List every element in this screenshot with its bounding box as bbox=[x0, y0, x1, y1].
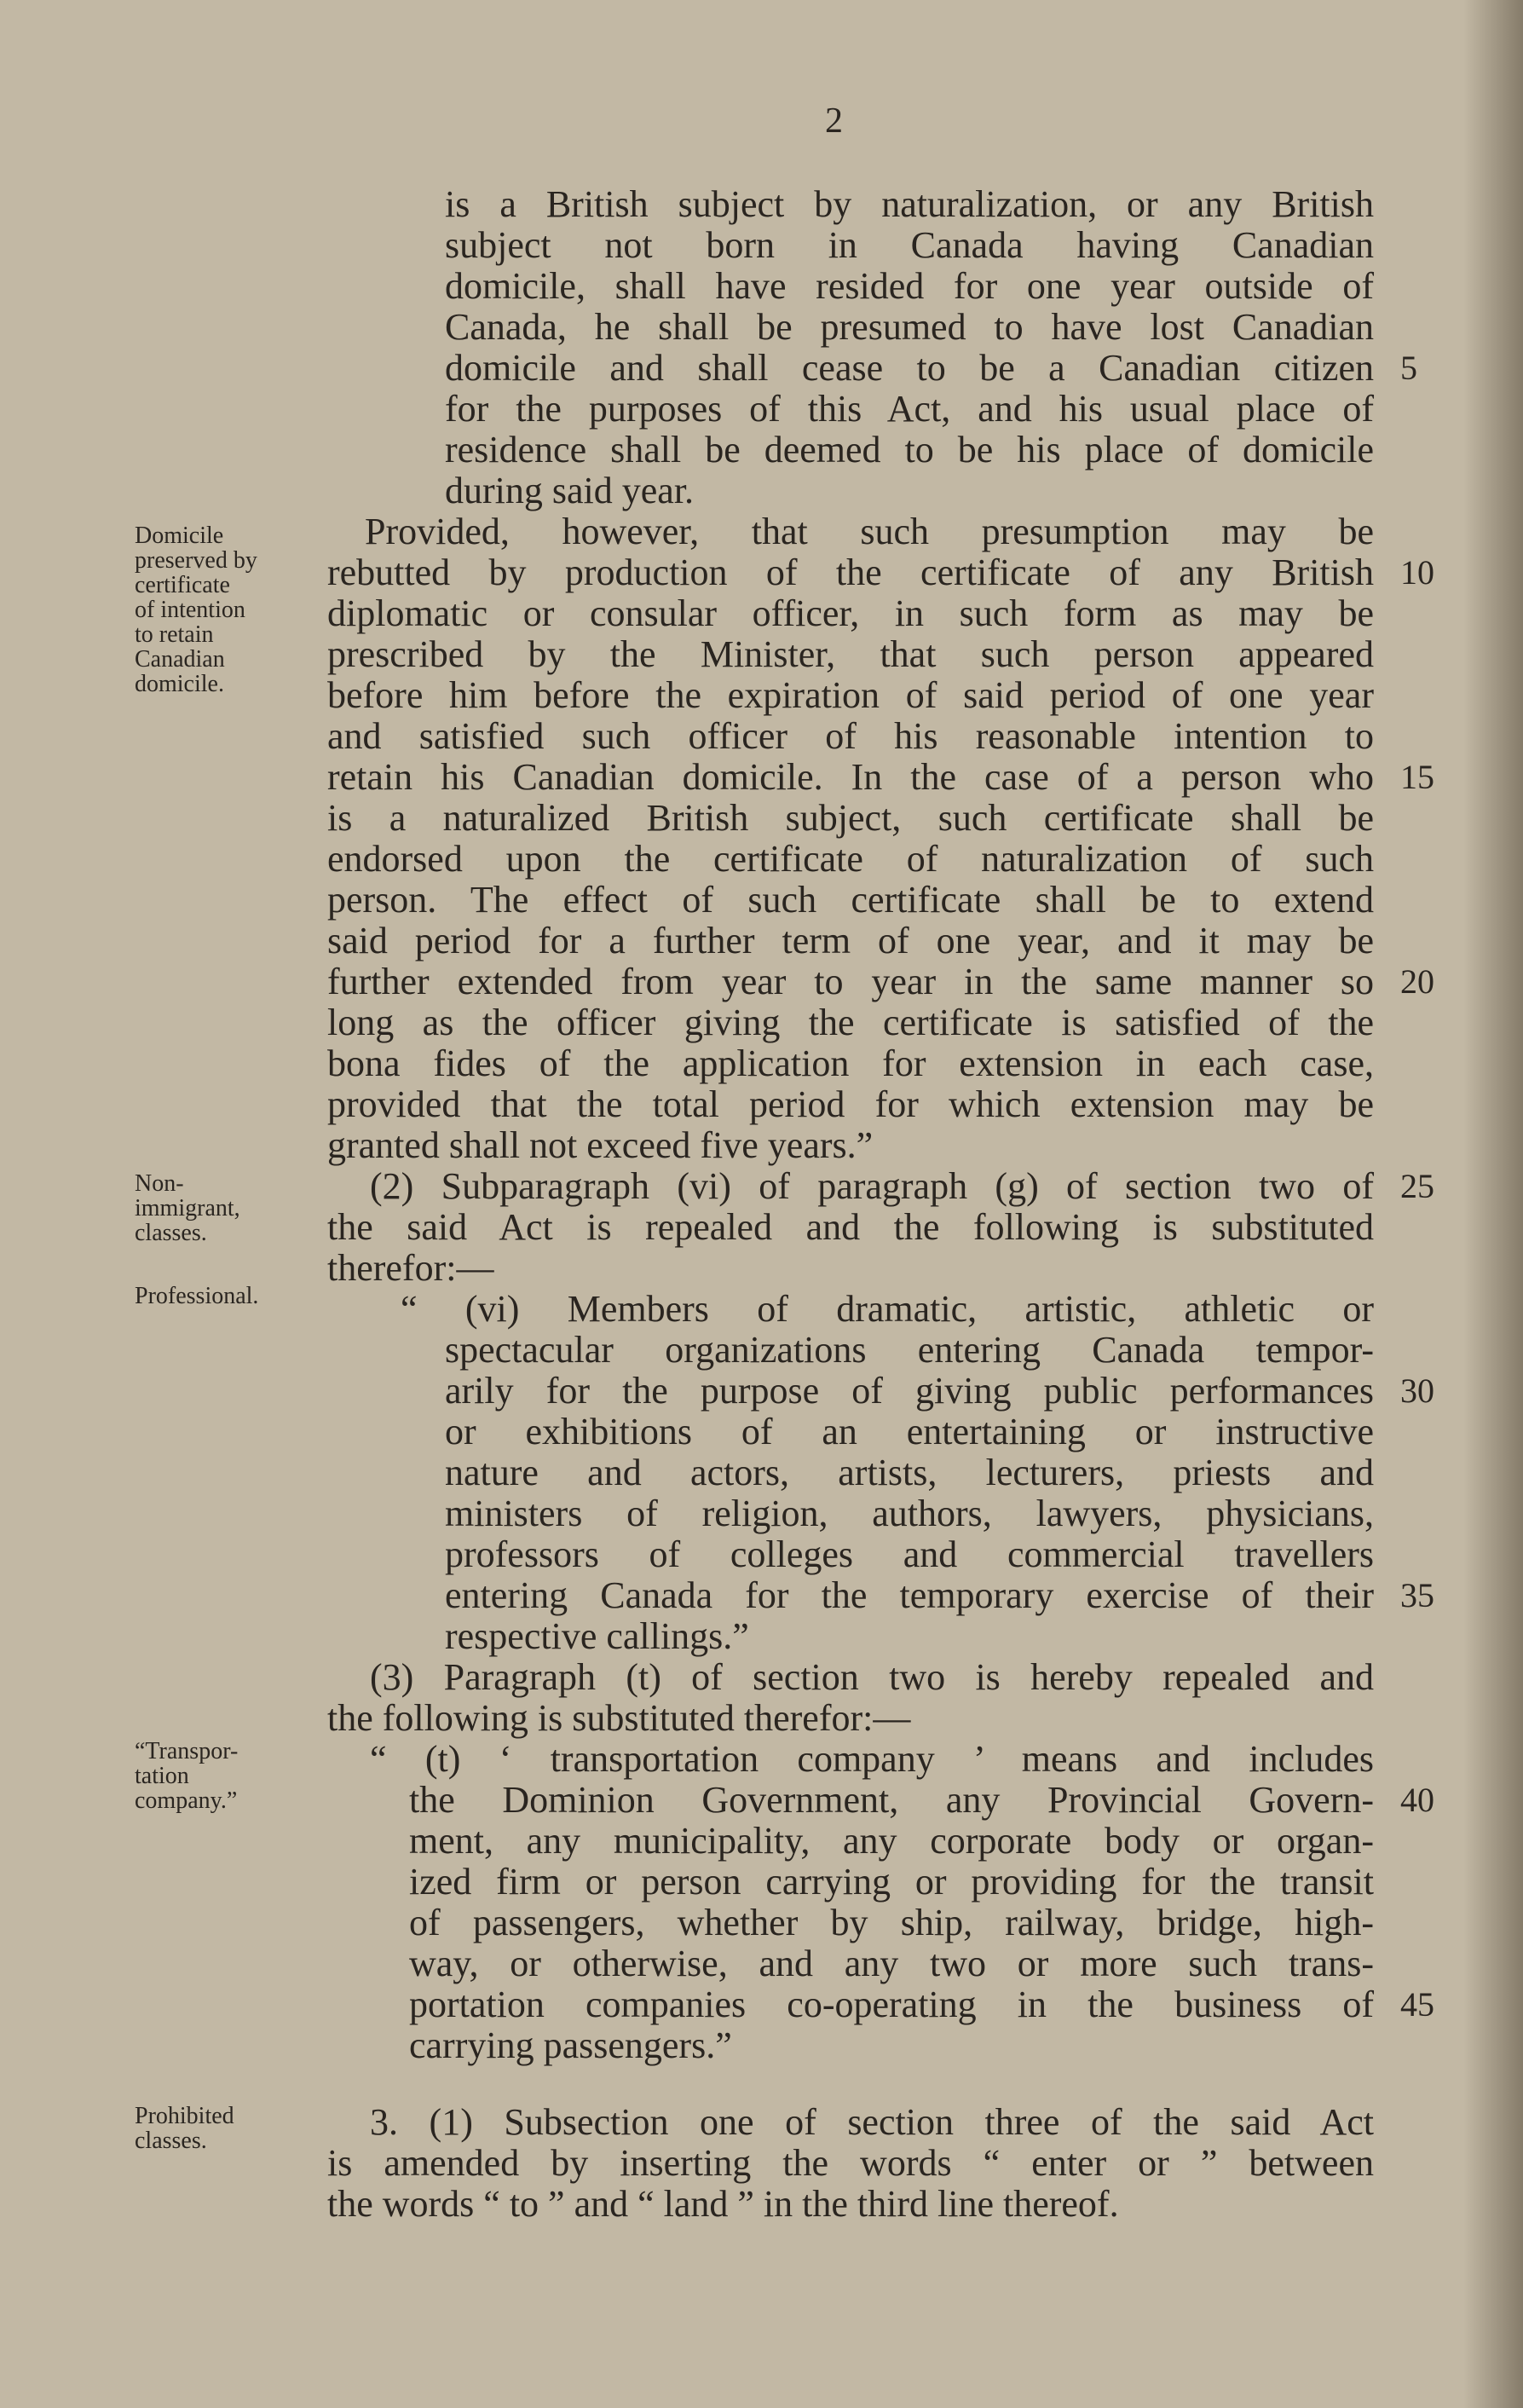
body-line: diplomatic or consular officer, in such form as may be bbox=[327, 592, 1374, 634]
margin-note-line: tation bbox=[135, 1763, 189, 1789]
body-line: ministers of religion, authors, lawyers, physicians, bbox=[445, 1493, 1374, 1534]
page-number: 2 bbox=[825, 101, 843, 141]
body-line: (3) Paragraph (t) of section two is hereby repealed and bbox=[370, 1656, 1374, 1698]
body-line: the said Act is repealed and the following is substituted bbox=[327, 1206, 1374, 1248]
margin-note-professional bbox=[135, 1284, 258, 1308]
body-line: the following is substituted therefor:— bbox=[327, 1697, 911, 1739]
body-line: domicile and shall cease to be a Canadian citizen bbox=[445, 347, 1374, 389]
body-line: spectacular organizations entering Canada tempor- bbox=[445, 1329, 1374, 1371]
margin-note-line: to retain bbox=[135, 621, 214, 648]
body-line: “ (vi) Members of dramatic, artistic, athletic or bbox=[401, 1288, 1374, 1330]
body-line: or exhibitions of an entertaining or instructive bbox=[445, 1411, 1374, 1452]
body-line: during said year. bbox=[445, 470, 695, 511]
body-line: for the purposes of this Act, and his usual place of bbox=[445, 388, 1374, 430]
page-edge-shadow bbox=[1463, 0, 1523, 2408]
body-line: ized firm or person carrying or providing for the transit bbox=[409, 1861, 1374, 1903]
margin-note-line: company.” bbox=[135, 1787, 238, 1814]
body-line: is a British subject by naturalization, or any British bbox=[445, 183, 1374, 225]
line-number: 45 bbox=[1400, 1985, 1434, 2024]
line-number: 30 bbox=[1400, 1371, 1434, 1410]
line-number: 5 bbox=[1400, 349, 1417, 387]
margin-note-domicile bbox=[135, 523, 257, 696]
body-line: and satisfied such officer of his reasonable intention to bbox=[327, 715, 1374, 757]
margin-note-line: Non- bbox=[135, 1170, 184, 1197]
body-line: before him before the expiration of said period of one year bbox=[327, 674, 1374, 716]
body-line: way, or otherwise, and any two or more such trans- bbox=[409, 1943, 1374, 1984]
body-line: Canada, he shall be presumed to have lost Canadian bbox=[445, 306, 1374, 348]
margin-note-line: domicile. bbox=[135, 671, 224, 697]
body-line: arily for the purpose of giving public performances bbox=[445, 1370, 1374, 1412]
margin-note-line: classes. bbox=[135, 2128, 207, 2154]
margin-note-non-immigrant bbox=[135, 1171, 240, 1245]
line-number: 15 bbox=[1400, 758, 1434, 796]
body-line: is amended by inserting the words “ enter or ” between bbox=[327, 2142, 1374, 2184]
body-line: professors of colleges and commercial travellers bbox=[445, 1533, 1374, 1575]
line-number: 35 bbox=[1400, 1576, 1434, 1614]
body-line: nature and actors, artists, lecturers, priests and bbox=[445, 1452, 1374, 1493]
margin-note-line: certificate bbox=[135, 572, 230, 598]
body-line: Provided, however, that such presumption may be bbox=[365, 511, 1374, 552]
margin-note-line: Canadian bbox=[135, 646, 225, 673]
margin-note-line: preserved by bbox=[135, 547, 257, 574]
line-number: 20 bbox=[1400, 962, 1434, 1001]
body-line: portation companies co-operating in the business of bbox=[409, 1984, 1374, 2025]
body-line: 3. (1) Subsection one of section three of the said Act bbox=[370, 2101, 1374, 2143]
body-line: the Dominion Government, any Provincial Govern- bbox=[409, 1779, 1374, 1821]
margin-note-line: Professional. bbox=[135, 1283, 259, 1309]
body-line: “ (t) ‘ transportation company ’ means and includes bbox=[370, 1738, 1374, 1780]
body-line: provided that the total period for which extension may be bbox=[327, 1083, 1374, 1125]
line-number: 25 bbox=[1400, 1167, 1434, 1205]
body-line: subject not born in Canada having Canadian bbox=[445, 224, 1374, 266]
body-line: person. The effect of such certificate shall be to extend bbox=[327, 879, 1374, 921]
margin-note-prohibited bbox=[135, 2104, 234, 2153]
body-line: respective callings.” bbox=[445, 1615, 749, 1657]
body-line: carrying passengers.” bbox=[409, 2024, 732, 2066]
line-number: 10 bbox=[1400, 553, 1434, 592]
body-line: prescribed by the Minister, that such person appeared bbox=[327, 633, 1374, 675]
body-line: further extended from year to year in the same manner so bbox=[327, 961, 1374, 1002]
body-line: ment, any municipality, any corporate body or organ- bbox=[409, 1820, 1374, 1862]
body-line: said period for a further term of one year, and it may be bbox=[327, 920, 1374, 961]
body-line: therefor:— bbox=[327, 1247, 494, 1289]
body-line: (2) Subparagraph (vi) of paragraph (g) of section two of bbox=[370, 1165, 1374, 1207]
body-line: retain his Canadian domicile. In the case of a person who bbox=[327, 756, 1374, 798]
margin-note-line: immigrant, bbox=[135, 1195, 240, 1221]
margin-note-line: of intention bbox=[135, 597, 245, 623]
margin-note-line: “Transpor- bbox=[135, 1738, 239, 1764]
body-line: of passengers, whether by ship, railway, bridge, high- bbox=[409, 1902, 1374, 1943]
body-line: entering Canada for the temporary exercise of their bbox=[445, 1574, 1374, 1616]
margin-note-line: Prohibited bbox=[135, 2103, 234, 2129]
body-line: domicile, shall have resided for one year outside of bbox=[445, 265, 1374, 307]
body-line: granted shall not exceed five years.” bbox=[327, 1124, 874, 1166]
body-line: long as the officer giving the certificate is satisfied of the bbox=[327, 1002, 1374, 1043]
body-line: the words “ to ” and “ land ” in the third line thereof. bbox=[327, 2183, 1119, 2225]
body-line: endorsed upon the certificate of naturalization of such bbox=[327, 838, 1374, 880]
margin-note-transportation bbox=[135, 1739, 238, 1813]
body-line: bona fides of the application for extension in each case, bbox=[327, 1042, 1374, 1084]
body-line: is a naturalized British subject, such certificate shall be bbox=[327, 797, 1374, 839]
line-number: 40 bbox=[1400, 1781, 1434, 1819]
body-line: rebutted by production of the certificate of any British bbox=[327, 551, 1374, 593]
margin-note-line: classes. bbox=[135, 1220, 207, 1246]
margin-note-line: Domicile bbox=[135, 523, 224, 549]
body-line: residence shall be deemed to be his place of domicile bbox=[445, 429, 1374, 471]
